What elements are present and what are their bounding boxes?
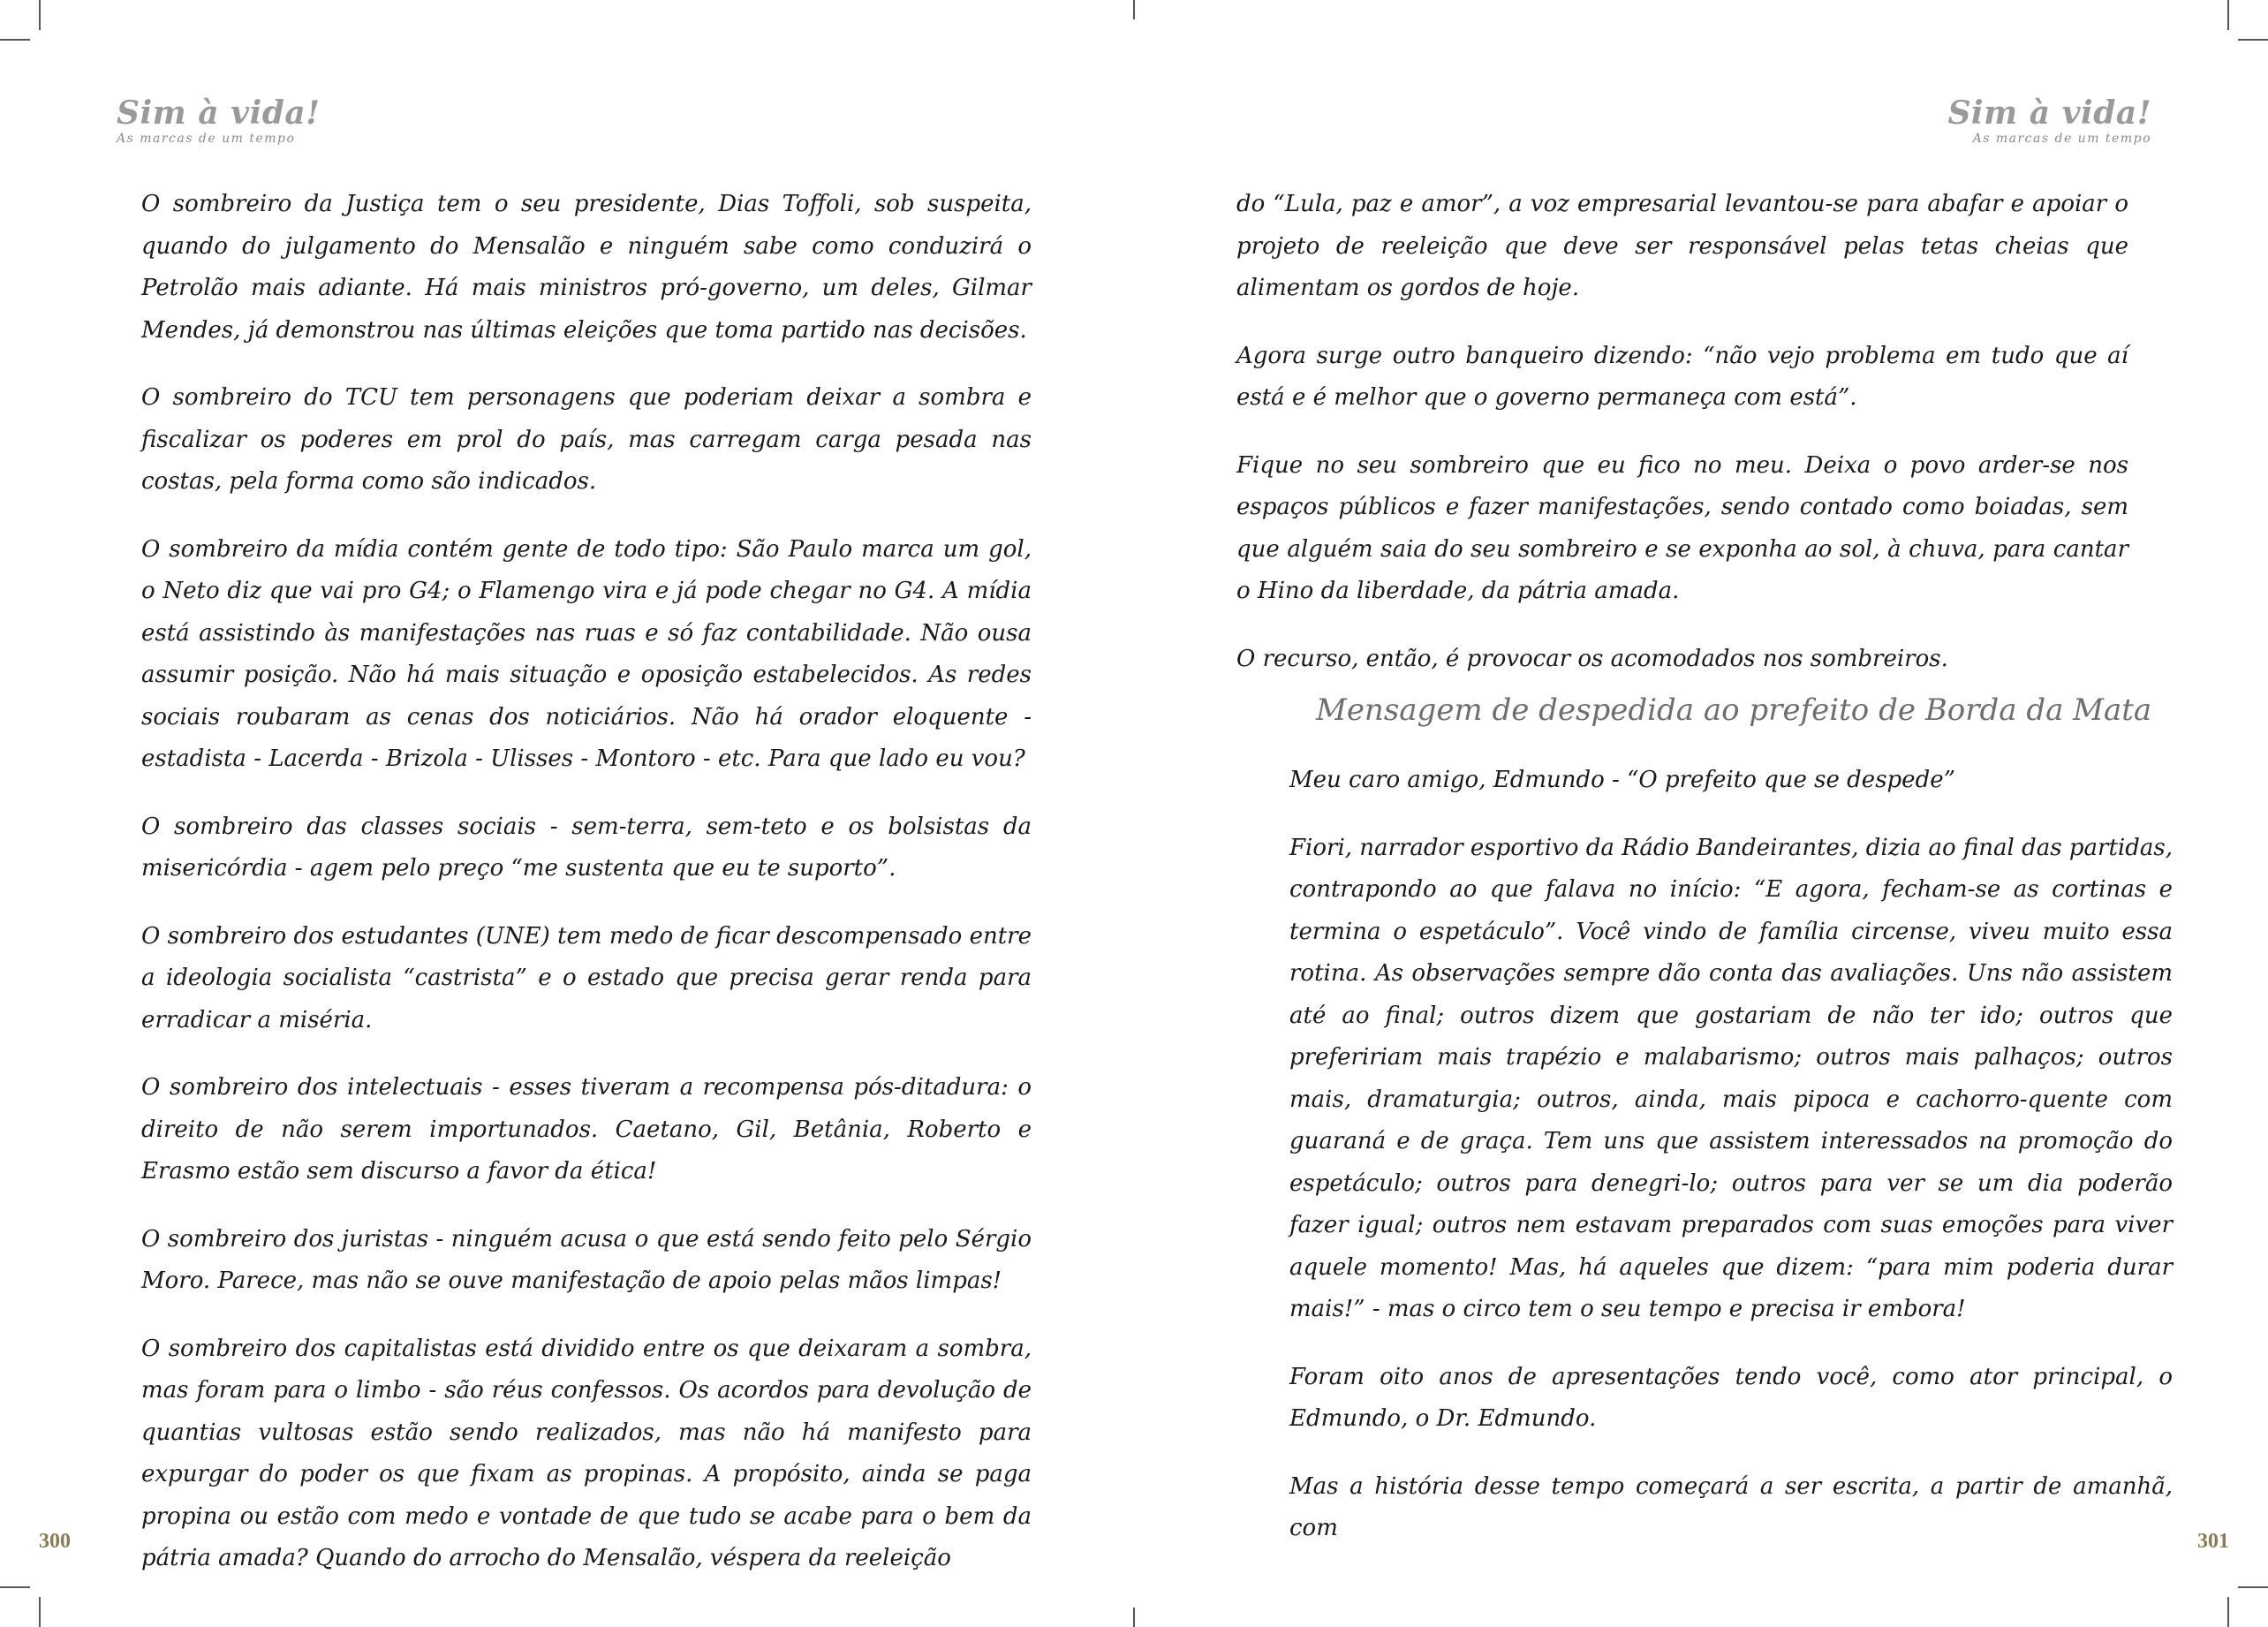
- crop-mark: [2227, 0, 2229, 30]
- paragraph: do “Lula, paz e amor”, a voz empresarial levantou-se para abafar e apoiar o projeto de reeleição que deve ser responsável pelas tetas cheias que alimentam os gordos de hoje.: [1236, 191, 2128, 301]
- header-subtitle: As marcas de um tempo: [117, 132, 296, 146]
- left-body-text: [141, 184, 1032, 1606]
- paragraph: O sombreiro do TCU tem personagens que poderiam deixar a sombra e fiscalizar os poderes em prol do país, mas carregam carga pesada nas costas, pela forma como são indicados.: [141, 384, 1032, 495]
- paragraph: Mas a história desse tempo começará a ser escrita, a partir de amanhã, com: [1289, 1472, 2173, 1541]
- paragraph: O recurso, então, é provocar os acomodados nos sombreiros.: [1236, 645, 1948, 672]
- paragraph: Fiori, narrador esportivo da Rádio Bandeirantes, dizia ao final das partidas, contrapondo ao que falava no início: “E agora, fecham-se as cortinas e termina o espetáculo”. Você vindo de família circense, viveu muito essa rotina. As observações sempre dão conta das avaliações. Uns não assistem até ao final; outros dizem que gostariam de não ter ido; outros que prefeririam mais trapézio e malabarismo; outros mais palhaços; outros mais, dramaturgia; outros, ainda, mais pipoca e cachorro-quente com guaraná e de graça. Tem uns que assistem interessados na promoção do espetáculo; outros para denegri-lo; outros para ver se um dia poderão fazer igual; outros nem estavam preparados com suas emoções para viver aquele momento! Mas, há aqueles que dizem: “para mim poderia durar mais!” - mas o circo tem o seu tempo e precisa ir embora!: [1289, 834, 2173, 1322]
- paragraph: Agora surge outro banqueiro dizendo: “não vejo problema em tudo que aí está e é melhor que o governo permaneça com está”.: [1236, 342, 2128, 411]
- crop-mark: [0, 39, 30, 41]
- paragraph: O sombreiro da Justiça tem o seu presidente, Dias Toffoli, sob suspeita, quando do julgamento do Mensalão e ninguém sabe como conduzirá o Petrolão mais adiante. Há mais ministros pró-governo, um deles, Gilmar Mendes, já demonstrou nas últimas eleições que toma partido nas decisões.: [141, 191, 1032, 344]
- running-header: [117, 95, 321, 147]
- paragraph: O sombreiro dos juristas - ninguém acusa o que está sendo feito pelo Sérgio Moro. Parece, mas não se ouve manifestação de apoio pelas mãos limpas!: [141, 1225, 1032, 1294]
- page-number: 301: [2197, 1530, 2229, 1553]
- paragraph: O sombreiro dos intelectuais - esses tiveram a recompensa pós-ditadura: o direito de não serem importunados. Caetano, Gil, Betânia, Roberto e Erasmo estão sem discurso a favor da ética!: [141, 1074, 1032, 1184]
- crop-mark: [2238, 1586, 2268, 1588]
- paragraph: Fique no seu sombreiro que eu fico no meu. Deixa o povo arder-se nos espaços públicos e fazer manifestações, sendo contado como boiadas, sem que alguém saia do seu sombreiro e se exponha ao sol, à chuva, para cantar o Hino da liberdade, da pátria amada.: [1236, 451, 2128, 604]
- paragraph: O sombreiro dos capitalistas está dividido entre os que deixaram a sombra, mas foram para o limbo - são réus confessos. Os acordos para devolução de quantias vultosas estão sendo realizados, mas não há manifesto para expurgar do poder os que fixam as propinas. A propósito, ainda se paga propina ou estão com medo e vontade de que tudo se acabe para o bem da pátria amada? Quando do arrocho do Mensalão, véspera da reeleição: [141, 1335, 1032, 1571]
- paragraph: Meu caro amigo, Edmundo - “O prefeito que se despede”: [1289, 767, 1955, 793]
- crop-mark: [39, 1597, 41, 1627]
- header-title: Sim à vida!: [1947, 95, 2151, 132]
- section-title: Mensagem de despedida ao prefeito de Borda da Mata: [1316, 692, 2152, 728]
- right-body-text-bottom: [1289, 760, 2173, 1576]
- paragraph: Foram oito anos de apresentações tendo você, como ator principal, o Edmundo, o Dr. Edmundo.: [1289, 1363, 2173, 1432]
- paragraph: O sombreiro da mídia contém gente de todo tipo: São Paulo marca um gol, o Neto diz que vai pro G4; o Flamengo vira e já pode chegar no G4. A mídia está assistindo às manifestações nas ruas e só faz contabilidade. Não ousa assumir posição. Não há mais situação e oposição estabelecidos. As redes sociais roubaram as cenas dos noticiários. Não há orador eloquente - estadista - Lacerda - Brizola - Ulisses - Montoro - etc. Para que lado eu vou?: [141, 535, 1032, 772]
- page-number: 300: [39, 1530, 71, 1553]
- paragraph: O sombreiro dos estudantes (UNE) tem medo de ficar descompensado entre a ideologia socialista “castrista” e o estado que precisa gerar renda para erradicar a miséria.: [141, 922, 1032, 1033]
- right-page: [1134, 0, 2268, 1627]
- crop-mark: [0, 1586, 30, 1588]
- crop-mark: [39, 0, 41, 30]
- crop-mark: [2238, 39, 2268, 41]
- header-title: Sim à vida!: [117, 95, 321, 132]
- right-body-text-top: [1236, 184, 2128, 706]
- crop-mark: [2227, 1597, 2229, 1627]
- paragraph: O sombreiro das classes sociais - sem-terra, sem-teto e os bolsistas da misericórdia - agem pelo preço “me sustenta que eu te suporto”.: [141, 813, 1032, 882]
- running-header: [1947, 95, 2151, 147]
- header-subtitle: As marcas de um tempo: [1972, 132, 2151, 146]
